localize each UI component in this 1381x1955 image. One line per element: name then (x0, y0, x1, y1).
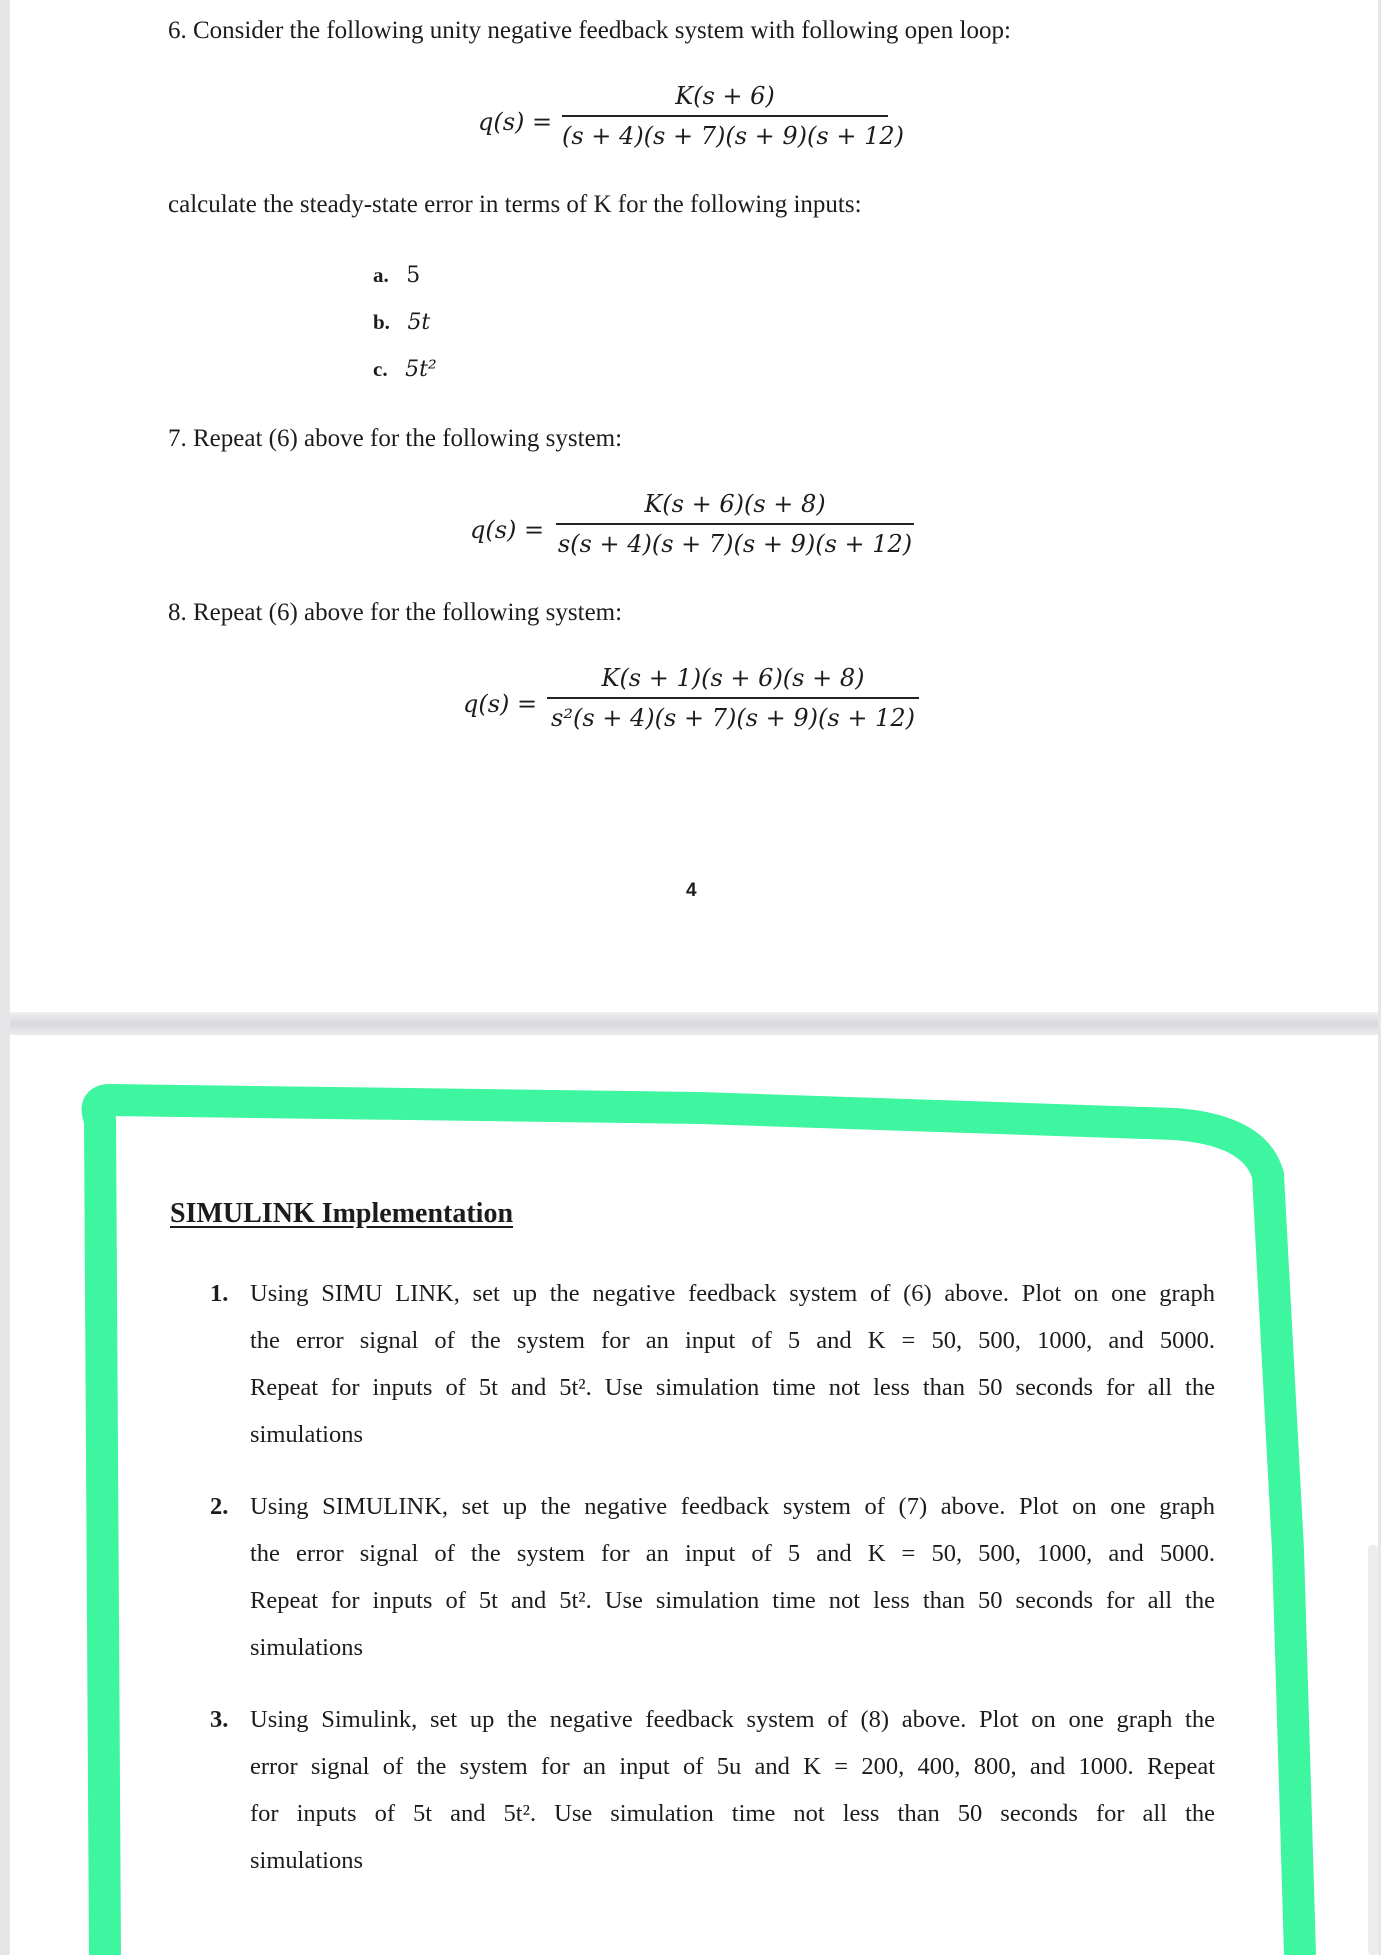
input-letter: a. (373, 263, 389, 287)
task-line: Repeat for inputs of 5t and 5t². Use simulation time not less than 50 seconds for all the (250, 1587, 1215, 1614)
equation-8-lhs: q(s) = (463, 690, 538, 718)
equation-6-numerator: K(s + 6) (675, 82, 775, 110)
input-letter: b. (373, 310, 390, 334)
question-7-intro: 7. Repeat (6) above for the following system: (168, 425, 623, 452)
input-item-b (373, 309, 430, 335)
equation-6 (478, 84, 908, 164)
task-line: Using SIMULINK, set up the negative feedback system of (7) above. Plot on one graph (250, 1493, 1215, 1520)
equation-8-denominator: s²(s + 4)(s + 7)(s + 9)(s + 12) (551, 704, 915, 732)
input-value: 5t² (405, 357, 437, 382)
task-line: simulations (250, 1634, 363, 1661)
input-letter: c. (373, 357, 388, 381)
scrollbar[interactable] (1368, 1545, 1378, 1955)
equation-6-denominator: (s + 4)(s + 7)(s + 9)(s + 12) (562, 122, 904, 150)
input-item-c (373, 356, 437, 382)
equation-7-lhs: q(s) = (470, 516, 545, 544)
task-line: Using SIMU LINK, set up the negative feedback system of (6) above. Plot on one graph (250, 1280, 1215, 1307)
question-6-intro: 6. Consider the following unity negative feedback system with following open loop: (168, 17, 1011, 44)
task-line: the error signal of the system for an input of 5 and K = 50, 500, 1000, and 5000. (250, 1540, 1215, 1567)
input-item-a (373, 262, 420, 288)
task-line: simulations (250, 1421, 363, 1448)
task-line: Repeat for inputs of 5t and 5t². Use simulation time not less than 50 seconds for all the (250, 1374, 1215, 1401)
fraction-bar (556, 523, 914, 525)
fraction-bar (562, 115, 888, 117)
question-8-intro: 8. Repeat (6) above for the following system: (168, 599, 623, 626)
equation-7-numerator: K(s + 6)(s + 8) (644, 490, 826, 518)
input-value: 5t (407, 310, 431, 335)
page-divider (10, 1012, 1378, 1035)
fraction-bar (547, 697, 919, 699)
input-value: 5 (406, 263, 421, 288)
task-line: the error signal of the system for an input of 5 and K = 50, 500, 1000, and 5000. (250, 1327, 1215, 1354)
page-number: 4 (686, 880, 697, 901)
question-6-prompt: calculate the steady-state error in terms of K for the following inputs: (168, 191, 862, 218)
section-heading: SIMULINK Implementation (170, 1198, 514, 1229)
task-line: for inputs of 5t and 5t². Use simulation time not less than 50 seconds for all the (250, 1800, 1215, 1827)
task-number: 2. (210, 1493, 229, 1520)
task-line: simulations (250, 1847, 363, 1874)
equation-8 (463, 666, 923, 746)
task-number: 3. (210, 1706, 229, 1733)
task-number: 1. (210, 1280, 229, 1307)
task-line: Using Simulink, set up the negative feedback system of (8) above. Plot on one graph the (250, 1706, 1215, 1733)
task-line: error signal of the system for an input of 5u and K = 200, 400, 800, and 1000. Repeat (250, 1753, 1215, 1780)
equation-7 (470, 492, 920, 572)
equation-6-lhs: q(s) = (478, 108, 553, 136)
equation-7-denominator: s(s + 4)(s + 7)(s + 9)(s + 12) (557, 530, 913, 558)
equation-8-numerator: K(s + 1)(s + 6)(s + 8) (601, 664, 865, 692)
